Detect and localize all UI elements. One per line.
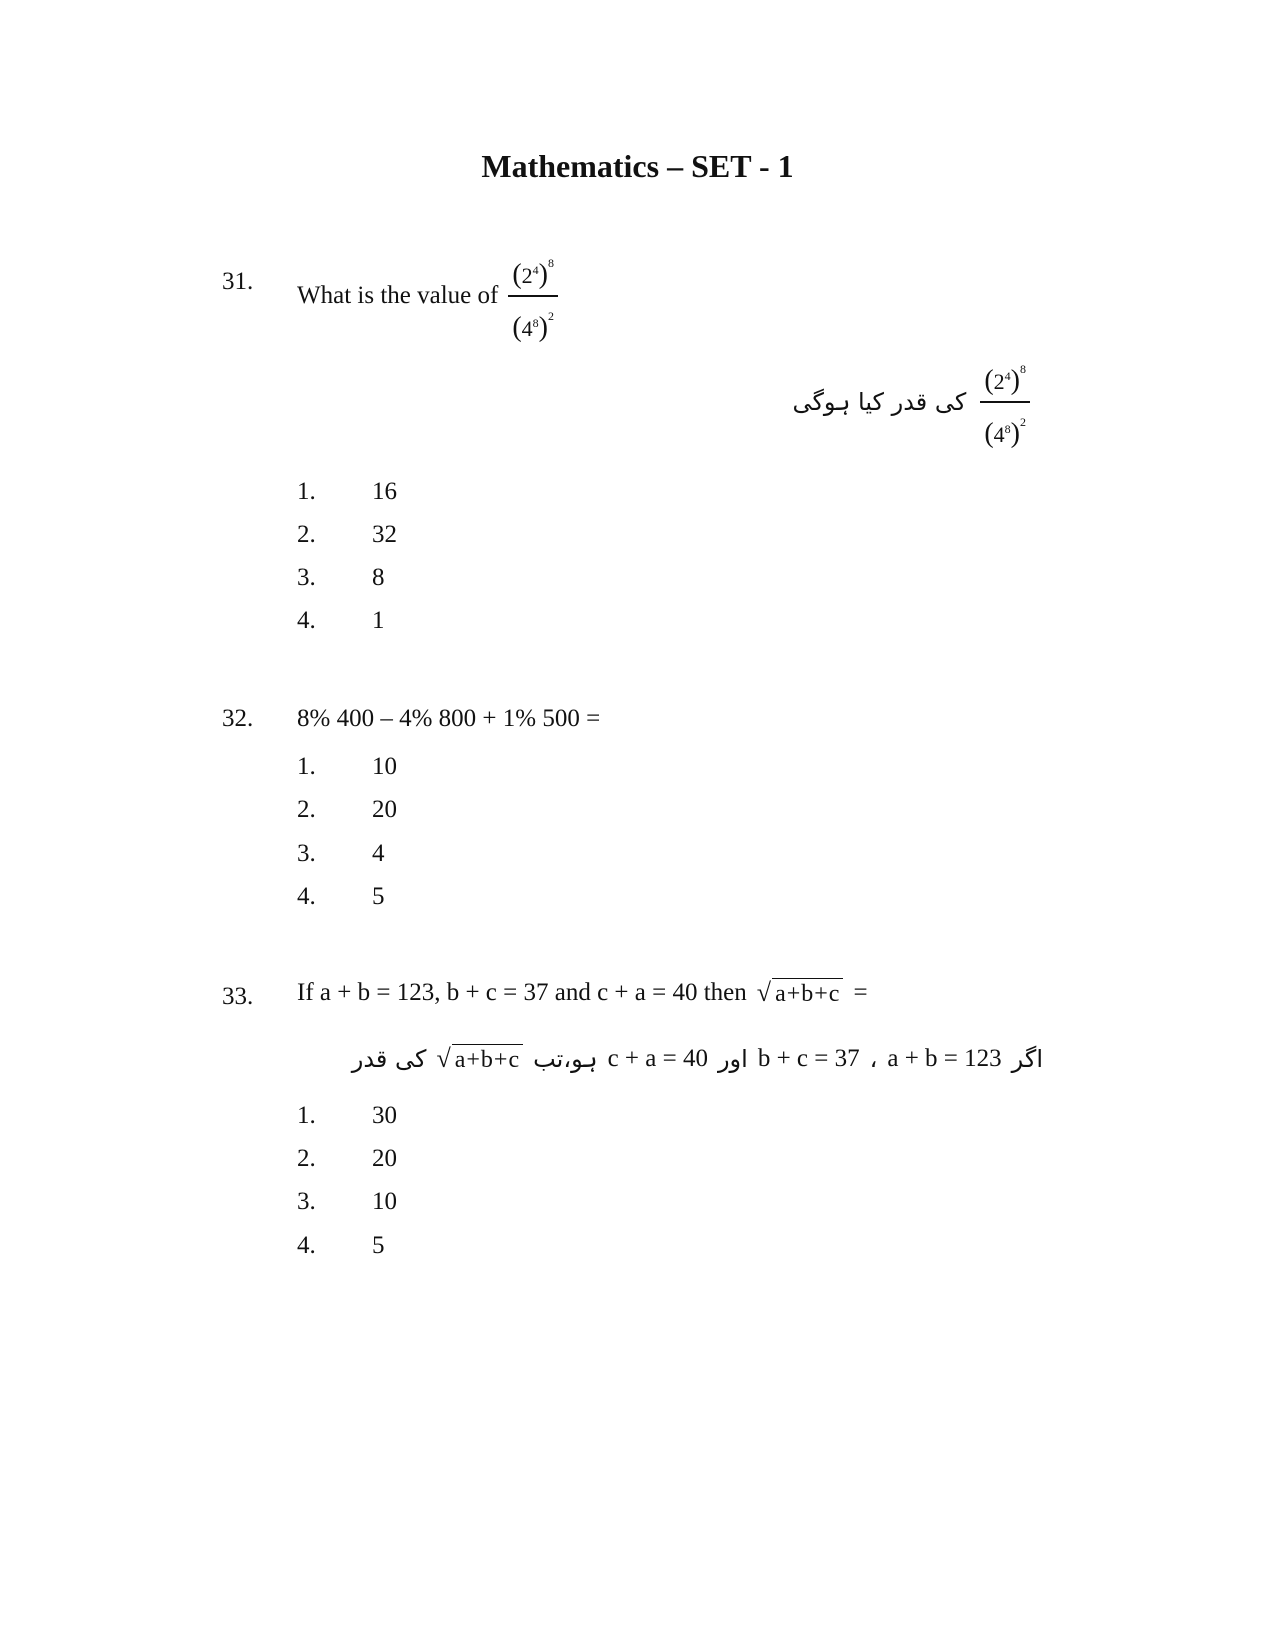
- q32-option-3-number: 3.: [297, 840, 316, 867]
- q32-option-4-value: 5: [372, 883, 385, 910]
- q31-option-3-value: 8: [372, 564, 385, 591]
- question-33-sqrt: √ a+b+c: [757, 978, 844, 1008]
- q33-option-4-value: 5: [372, 1232, 385, 1259]
- q32-option-1-number: 1.: [297, 753, 316, 780]
- q33-option-3-number: 3.: [297, 1188, 316, 1215]
- q31-option-3-number: 3.: [297, 564, 316, 591]
- q33-urdu-ab: a + b = 123: [887, 1045, 1002, 1072]
- q31-option-4-number: 4.: [297, 607, 316, 634]
- q33-option-2-value: 20: [372, 1145, 397, 1172]
- question-31-urdu-text: کی قدر کیا ہوگی: [792, 387, 967, 416]
- q31-option-2-number: 2.: [297, 521, 316, 548]
- question-31-number: 31.: [222, 268, 254, 295]
- question-31-text: [297, 244, 558, 348]
- q31-option-4-value: 1: [372, 607, 385, 634]
- page-title: Mathematics – SET - 1: [481, 148, 794, 184]
- q33-option-4-number: 4.: [297, 1232, 316, 1259]
- q33-urdu-comma: ،: [869, 1045, 878, 1073]
- q33-option-1-value: 30: [372, 1102, 397, 1129]
- q33-option-3-value: 10: [372, 1188, 397, 1215]
- q33-urdu-aur: اور: [717, 1045, 748, 1073]
- q32-option-1-value: 10: [372, 753, 397, 780]
- q31-option-1-value: 16: [372, 478, 397, 505]
- q33-urdu-ki-qadr: کی قدر: [351, 1045, 427, 1073]
- question-33-equals: =: [853, 979, 868, 1006]
- question-33-label: If a + b = 123, b + c = 37 and c + a = 40 then: [297, 979, 747, 1006]
- question-33-number: 33.: [222, 983, 254, 1010]
- question-33-text: [297, 978, 868, 1008]
- question-31-label: What is the value of: [297, 281, 499, 309]
- question-31-urdu: [792, 350, 1030, 454]
- q32-option-2-number: 2.: [297, 796, 316, 823]
- question-32-number: 32.: [222, 705, 254, 732]
- q31-option-1-number: 1.: [297, 478, 316, 505]
- q32-option-3-value: 4: [372, 840, 385, 867]
- q33-urdu-ho-tab: ہو،تب: [533, 1045, 598, 1073]
- q31-option-2-value: 32: [372, 521, 397, 548]
- q33-urdu-ca: c + a = 40: [607, 1045, 708, 1072]
- q33-urdu-sqrt: √ a+b+c: [436, 1044, 523, 1074]
- question-33-urdu: [352, 1044, 1043, 1074]
- q33-option-1-number: 1.: [297, 1102, 316, 1129]
- q32-option-4-number: 4.: [297, 883, 316, 910]
- q32-option-2-value: 20: [372, 796, 397, 823]
- q33-option-2-number: 2.: [297, 1145, 316, 1172]
- question-32-text: 8% 400 – 4% 800 + 1% 500 =: [297, 705, 601, 732]
- question-31-fraction: $\frac{(2^4)^8}{(4^8)^2}$: [508, 244, 558, 348]
- question-31-urdu-fraction: $\frac{(2^4)^8}{(4^8)^2}$: [980, 350, 1030, 454]
- q33-urdu-bc: b + c = 37: [757, 1045, 860, 1072]
- q33-urdu-agar: اگر: [1011, 1045, 1043, 1073]
